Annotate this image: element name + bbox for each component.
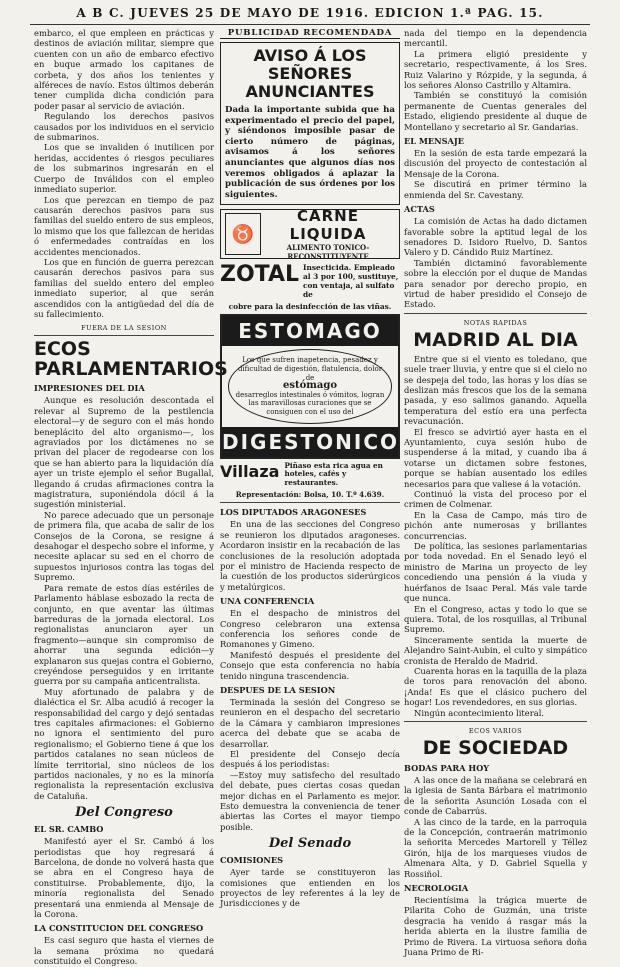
divider	[404, 313, 587, 314]
column-3	[404, 28, 587, 958]
subhead-cambo: EL SR. CAMBO	[34, 824, 104, 835]
aviso-body: Dada la importante subida que ha experimentado el precio del papel, y siéndonos imposible pasar de cierto número de páginas, avisamos á los señores anunciantes que algunos días nos veremos obligados á aplazar la publicación de sus órdenes por los siguientes.	[225, 105, 395, 200]
article-paragraph: En la Casa de Campo, más tiro de pichón ante numerosas y brillantes concurrencias.	[404, 509, 587, 541]
divider	[34, 335, 214, 336]
carne-title: CARNE LIQUIDA	[289, 207, 367, 244]
section-kicker: NOTAS RAPIDAS	[463, 318, 528, 327]
zotal-text: Insecticida. Empleado al 3 por 100, sustituye, con ventaja, al sulfato de	[303, 263, 399, 300]
article-paragraph: Manifestó después el presidente del Consejo que esta conferencia no había tenido ninguna trascendencia.	[220, 649, 400, 681]
divider	[404, 721, 587, 722]
subhead-necrologia: NECROLOGIA	[404, 883, 469, 894]
section-kicker: FUERA DE LA SESION	[81, 324, 167, 333]
article-paragraph: En el Congreso, actas y todo lo que se quiera. Total, de los rosquillas, al Tribunal Supremo.	[404, 603, 587, 635]
carne-liquida-advert	[220, 207, 400, 262]
article-paragraph: —Estoy muy satisfecho del resultado del debate, pues ciertas cosas quedan mejor dichas en el Parlamento es mejor. Esto demuestra la conveniencia de tener abiertas las Cortes el mayor tiempo posible.	[220, 769, 400, 832]
article-paragraph: Los que en función de guerra perezcan causarán derechos pasivos para sus familias del sueldo entero del empleo inmediato superior, al que serán ascendidos con la antigüedad del día de su fallecimiento.	[34, 256, 214, 319]
article-paragraph: A las once de la mañana se celebrará en la iglesia de Santa Bárbara el matrimonio de la señorita Asunción Losada con el conde de Cabarrús.	[404, 774, 587, 817]
estomago-text-a: Los que sufren inapetencia, pesadez y dificultad de digestión, flatulencia, dolor de	[237, 356, 383, 382]
villaza-text: Piñaso esta rica agua en hoteles, cafés y restaurantes.	[284, 460, 383, 487]
villaza-name: Villaza	[220, 461, 280, 481]
ecos-headline: ECOS PARLAMENTARIOS	[34, 338, 228, 381]
article-paragraph: A las cinco de la tarde, en la parroquia de la Concepción, contraerán matrimonio la señorita Mercedes Martorell y Téllez Girón, hija de los marqueses viudos de Almenara Alta, y D. Gabriel Squella y Rossiñol.	[404, 816, 587, 879]
article-paragraph: embarco, el que empleen en prácticas y destinos de aviación militar, siempre que cuenten con un año de embarco efectivo en buque armado los capitanes de corbeta, y dos años los tenientes y alféreces de navío. Estos últimos deberán tener cumplida dicha condición para poder pasar al servicio de aviación.	[34, 28, 214, 111]
subhead-constitucion: LA CONSTITUCION DEL CONGRESO	[34, 923, 204, 934]
article-paragraph: El presidente del Consejo decía después á los periodistas:	[220, 749, 400, 770]
article-paragraph: Recientísima la trágica muerte de Pilarita Coho de Guzmán, una triste desgracia ha venido á rasgar más la herida abierta en la ilustre familia de Primo de Rivera. La virtuosa señora doña Juana Primo de Ri-	[404, 895, 587, 958]
bull-head-icon: ♉	[225, 213, 261, 255]
estomago-title: ESTOMAGO	[222, 316, 398, 346]
article-paragraph: Los que perezcan en tiempo de paz causarán derechos pasivos para sus familias del sueldo entero de sus empleos, lo mismo que los que fallezcan de heridas ó enfermedades contraídas en los accidentes mencionados.	[34, 194, 214, 257]
villaza-advert	[220, 462, 400, 488]
article-paragraph: En una de las secciones del Congreso se reunieron los diputados aragoneses. Acordaron insistir en la recabación de las conclusiones de la resolución adoptada por el ministro de Hacienda respecto de la cuestión de los productos siderúrgicos y metalúrgicos.	[220, 519, 400, 592]
estomago-oval	[228, 349, 392, 423]
article-paragraph: La comisión de Actas ha dado dictamen favorable sobre la aptitud legal de los senadores D. Isidoro Ruelvo, D. Santos Valero y D. Cándido Ruiz Martínez.	[404, 216, 587, 258]
section-kicker: ECOS VARIOS	[468, 726, 523, 735]
subhead-bodas: BODAS PARA HOY	[404, 762, 490, 773]
article-paragraph: En la sesión de esta tarde empezará la discusión del proyecto de contestación al Mensaje de la Corona.	[404, 148, 587, 179]
article-paragraph: Muy afortunado de palabra y de dialéctica el Sr. Alba acudió á recoger la responsabilidad del cargo y dejó sentadas tres capitales afirmaciones: el Gobierno no ignora el sentimiento del puro regionalismo; el Gobierno tiene á que los partidos catalanes no sean núcleos de límite territorial, sino núcleos de los partidos nacionales, y no es la minoría regionalista la representación exclusiva de Cataluña.	[34, 686, 214, 801]
del-congreso-heading: Del Congreso	[75, 805, 173, 821]
villaza-footer: Representación: Bolsa, 10. T.º 4.639.	[235, 490, 385, 500]
subhead-diputados: LOS DIPUTADOS ARAGONESES	[220, 507, 367, 518]
page-header: A B C. JUEVES 25 DE MAYO DE 1916. EDICION 1.ª PAG. 15.	[30, 6, 590, 25]
del-senado-heading: Del Senado	[268, 836, 352, 852]
zotal-advert	[220, 263, 400, 299]
article-paragraph: No parece adecuado que un personaje de primera fila, que acaba de salir de los Consejos de la Corona, se resigne á desahogar el despecho sobre el informe, y necesite aplacar su sed en el chorro de supuestos injuriosos contra las togas del Supremo.	[34, 509, 214, 583]
article-paragraph: La primera eligió presidente y secretario, respectivamente, á los Sres. Ruiz Valarino y Rózpide, y la segunda, á los señores Alonso Castrillo y Altamira.	[404, 48, 587, 91]
article-paragraph: Ningún acontecimiento literal.	[414, 707, 545, 718]
article-paragraph: Ayer tarde se constituyeron las comisiones que entienden en los proyectos de ley referentes á la ley de Jurisdicciones y de	[220, 867, 400, 909]
column-1	[34, 28, 228, 967]
article-paragraph: Manifestó ayer el Sr. Cambó á los periodistas que hoy regresará á Barcelona, de donde no volverá hasta que se abra en el Congreso haya de constituirse. Probablemente, dijo, la minoría regionalista del Senado presentará una enmienda al Mensaje de la Corona.	[34, 836, 214, 920]
publicidad-heading: PUBLICIDAD RECOMENDADA	[220, 28, 400, 39]
article-paragraph: Entre que si el viento es toledano, que suele traer lluvia, y entre que si el cielo no se despeja del todo, las horas y los días se deslizan más frescos que los de la semana pasada, y eso salimos ganando. Aquella temperatura del estío era una perfecta revacunación.	[404, 353, 587, 427]
column-2	[220, 28, 400, 909]
article-paragraph: Cuarenta horas en la taquilla de la plaza de toros para renovación del abono. ¡Anda! Es que el clásico puchero del hogar! Los revendedores, en sus glorias.	[404, 665, 587, 708]
article-paragraph: Sinceramente sentida la muerte de Alejandro Saint-Aubin, el culto y simpático cronista de Heraldo de Madrid.	[404, 634, 587, 666]
aviso-advert	[220, 42, 400, 205]
carne-subtitle: ALIMENTO TONICO-RECONSTITUYENTE	[286, 243, 370, 262]
subhead-mensaje: EL MENSAJE	[404, 136, 465, 147]
estomago-advert	[220, 314, 400, 458]
divider	[220, 502, 400, 503]
article-paragraph: También dictaminó favorablemente sobre la elección por el duque de Mandas para senador por derecho propio, en virtud de haber presidido el Consejo de Estado.	[404, 257, 587, 310]
article-paragraph: Para remate de estos días estériles de Parlamento háblase esbozado la recta de conjunto, en que aventar las últimas barreduras de la jornada electoral. Los regionalistas anunciaron ayer un fragmento—aunque sin compromiso de ahorrar una segunda edición—y explanaron sus quejas contra el Gobierno, creyéndose perseguidos y en irritante guerra por su campaña anticentralista.	[34, 582, 214, 687]
subhead-actas: ACTAS	[404, 204, 435, 215]
article-paragraph: Terminada la sesión del Congreso se reunieron en el despacho del secretario de la Cámara y cambiaron impresiones acerca del debate que se acaba de desarrollar.	[220, 696, 400, 749]
article-paragraph: En el despacho de ministros del Congreso celebraron una extensa conferencia los señores conde de Romanones y Gimeno.	[220, 608, 400, 650]
article-paragraph: De política, las sesiones parlamentarias por toda novedad. En el Senado leyó el ministro de Marina un proyecto de ley concediendo una pensión á la viuda y huérfanos de Isaac Peral. Más vale tarde que nunca.	[404, 541, 587, 604]
subhead-conferencia: UNA CONFERENCIA	[220, 596, 315, 607]
article-paragraph: Aunque es resolución descontada el relevar al Supremo de la pestilencia electoral—y de seguro con el más hondo beneplácito del alto organismo—, los agraviados por los dictámenes no se privan del placer de regodearse con los que se han abierto para la liquidación día ayer un triste ejemplo el señor Bugallal, llegando á crudas afirmaciones contra la magistratura, suponiéndola dócil á la sugestión ministerial.	[34, 395, 214, 510]
article-paragraph: Es casi seguro que hasta el viernes de la semana próxima no quedará constituido el Congreso.	[34, 935, 214, 967]
article-paragraph: También se constituyó la comisión permanente de Cuentas generales del Estado, eligiendo presidente al duque de Montellano y secretario al Sr. Gandarias.	[404, 90, 587, 132]
aviso-title: AVISO Á LOS SEÑORES ANUNCIANTES	[245, 46, 375, 101]
subhead-impresiones: IMPRESIONES DEL DIA	[34, 383, 145, 394]
digestonico-title: DIGESTONICO	[222, 427, 398, 457]
article-paragraph: Los que se invaliden ó inutilicen por heridas, accidentes ó riesgos peculiares de los submarinos ingresarán en el Cuerpo de Inválidos con el empleo inmediato superior.	[34, 142, 214, 195]
estomago-word: estómago	[282, 380, 337, 392]
madrid-headline: MADRID AL DIA	[413, 328, 578, 351]
subhead-comisiones: COMISIONES	[220, 855, 284, 866]
article-paragraph: Continuó la vista del proceso por el crimen de Colmenar.	[404, 489, 587, 510]
subhead-despues: DESPUES DE LA SESION	[220, 684, 336, 695]
article-paragraph: Regulando los derechos pasivos causados por los individuos en el servicio de submarinos.	[34, 111, 214, 143]
article-paragraph: Se discutirá en primer término la enmienda del Sr. Cavestany.	[404, 179, 587, 200]
article-paragraph: El fresco se advirtió ayer hasta en el Ayuntamiento, cuya sesión hubo de suspenderse á la mitad, y cuando iba á votarse un dictamen sobre festones, porque se habían ausentado los ediles necesarios para que valiese á la votación.	[404, 426, 587, 489]
estomago-text-b: desarreglos intestinales ó vómitos, logran las maravillosas curaciones que se consiguen con el uso del	[235, 390, 385, 416]
article-paragraph: nada del tiempo en la dependencia mercantil.	[404, 28, 587, 49]
sociedad-headline: DE SOCIEDAD	[422, 736, 569, 759]
zotal-footer: cobre para la desinfección de las viñas.	[228, 302, 392, 312]
zotal-name: ZOTAL	[220, 262, 299, 288]
